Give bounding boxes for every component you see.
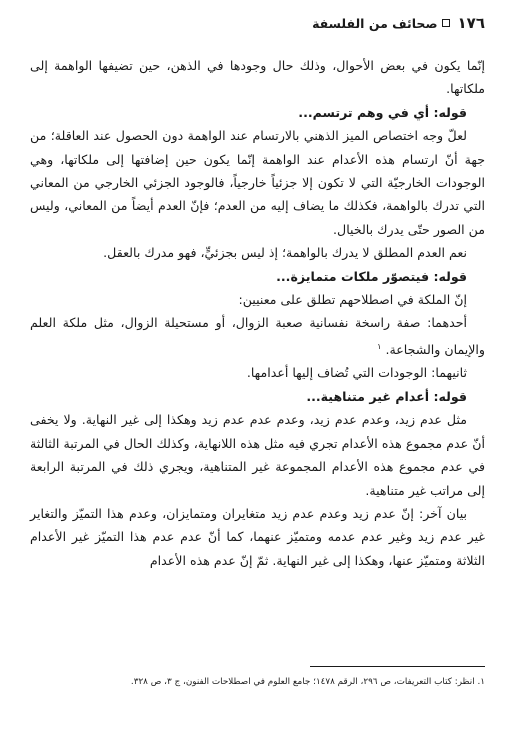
paragraph [30,54,485,101]
paragraph-text: أحدهما: صفة راسخة نفسانية صعبة الزوال، أو مستحيلة الزوال، مثل ملكة العلم والإيمان والشجاعة. [30,315,485,358]
paragraph [30,288,485,311]
quote-heading [30,101,485,124]
paragraph-text: لعلّ وجه اختصاص الميز الذهني بالارتسام عند الواهمة دون الحصول عند العاقلة؛ من جهة أنّ ارتسام هذه الأعدام عند الواهمة إنّما يكون حين إضافتها إلى ملكاتها، وهي الوجودات الخارجيّة التي لا تكون إلا جزئياً خارجياً، فالوجود الجزئي الخارجي من المعاني التي تدرك بالواهمة، فكذلك ما يضاف إليه من العدم؛ فإنّ العدم أيضاً من المعاني، وليس من الصور حتّى يدرك بالخيال. [30,128,485,237]
footnote-marker: ١ [377,341,382,351]
paragraph-text: بيان آخر: إنّ عدم زيد وعدم عدم زيد متغايران ومتمايزان، وعدم هذا التميّز والتغاير غير عدم زيد وغير عدم عدمه ومتميّز عنهما، كما أنّ عدم عدم هذا التميّز غير الأعدام الثلاثة ومتميّز عنها، وهكذا إلى غير النهاية. ثمّ إنّ عدم هذه الأعدام [30,505,485,568]
paragraph-text: قوله: أي في وهم ترتسم... [298,104,467,120]
page-number: ١٧٦ [457,14,485,32]
paragraph [30,502,485,572]
paragraph-text: قوله: أعدام غير متناهية... [306,388,467,404]
paragraph-text: ثانيهما: الوجودات التي تُضاف إليها أعدامها. [246,365,467,381]
paragraph [30,124,485,241]
paragraph-text: نعم العدم المطلق لا يدرك بالواهمة؛ إذ ليس بجزئيٍّ، فهو مدرك بالعقل. [103,245,467,261]
paragraph-text: مثل عدم زيد، وعدم عدم زيد، وعدم عدم عدم زيد وهكذا إلى غير النهاية. ولا يخفى أنّ عدم مجموع هذه الأعدام تجري فيه مثل هذه اللانهاية، وكذلك الحال في المرتبة الثالثة في عدم مجموع هذه الأعدام المجموعة غير المتناهية، ويجري ذلك في المرتبة الرابعة إلى مراتب غير متناهية. [30,412,485,498]
page-header [30,12,485,34]
paragraph [30,408,485,502]
paragraph [30,311,485,361]
body-text [30,54,485,572]
paragraph-text: إنّ الملكة في اصطلاحهم تطلق على معنيين: [238,292,467,308]
footnote: ١. انظر: كتاب التعريفات، ص ٢٩٦، الرقم ١٤٧٨؛ جامع العلوم في اصطلاحات الفنون، ج ٣، ص ٣٢٨. [130,677,485,687]
paragraph-text: إنّما يكون في بعض الأحوال، وذلك حال وجودها في الذهن، حين تضيفها الواهمة إلى ملكاتها. [30,58,485,97]
footnote-divider [310,666,485,667]
paragraph-text: قوله: فيتصوّر ملكات متمايزة... [276,268,467,284]
paragraph [30,241,485,264]
book-title: صحائف من الفلسفة [312,15,438,31]
square-ornament-icon [442,19,450,27]
quote-heading [30,385,485,408]
paragraph [30,361,485,384]
quote-heading [30,265,485,288]
